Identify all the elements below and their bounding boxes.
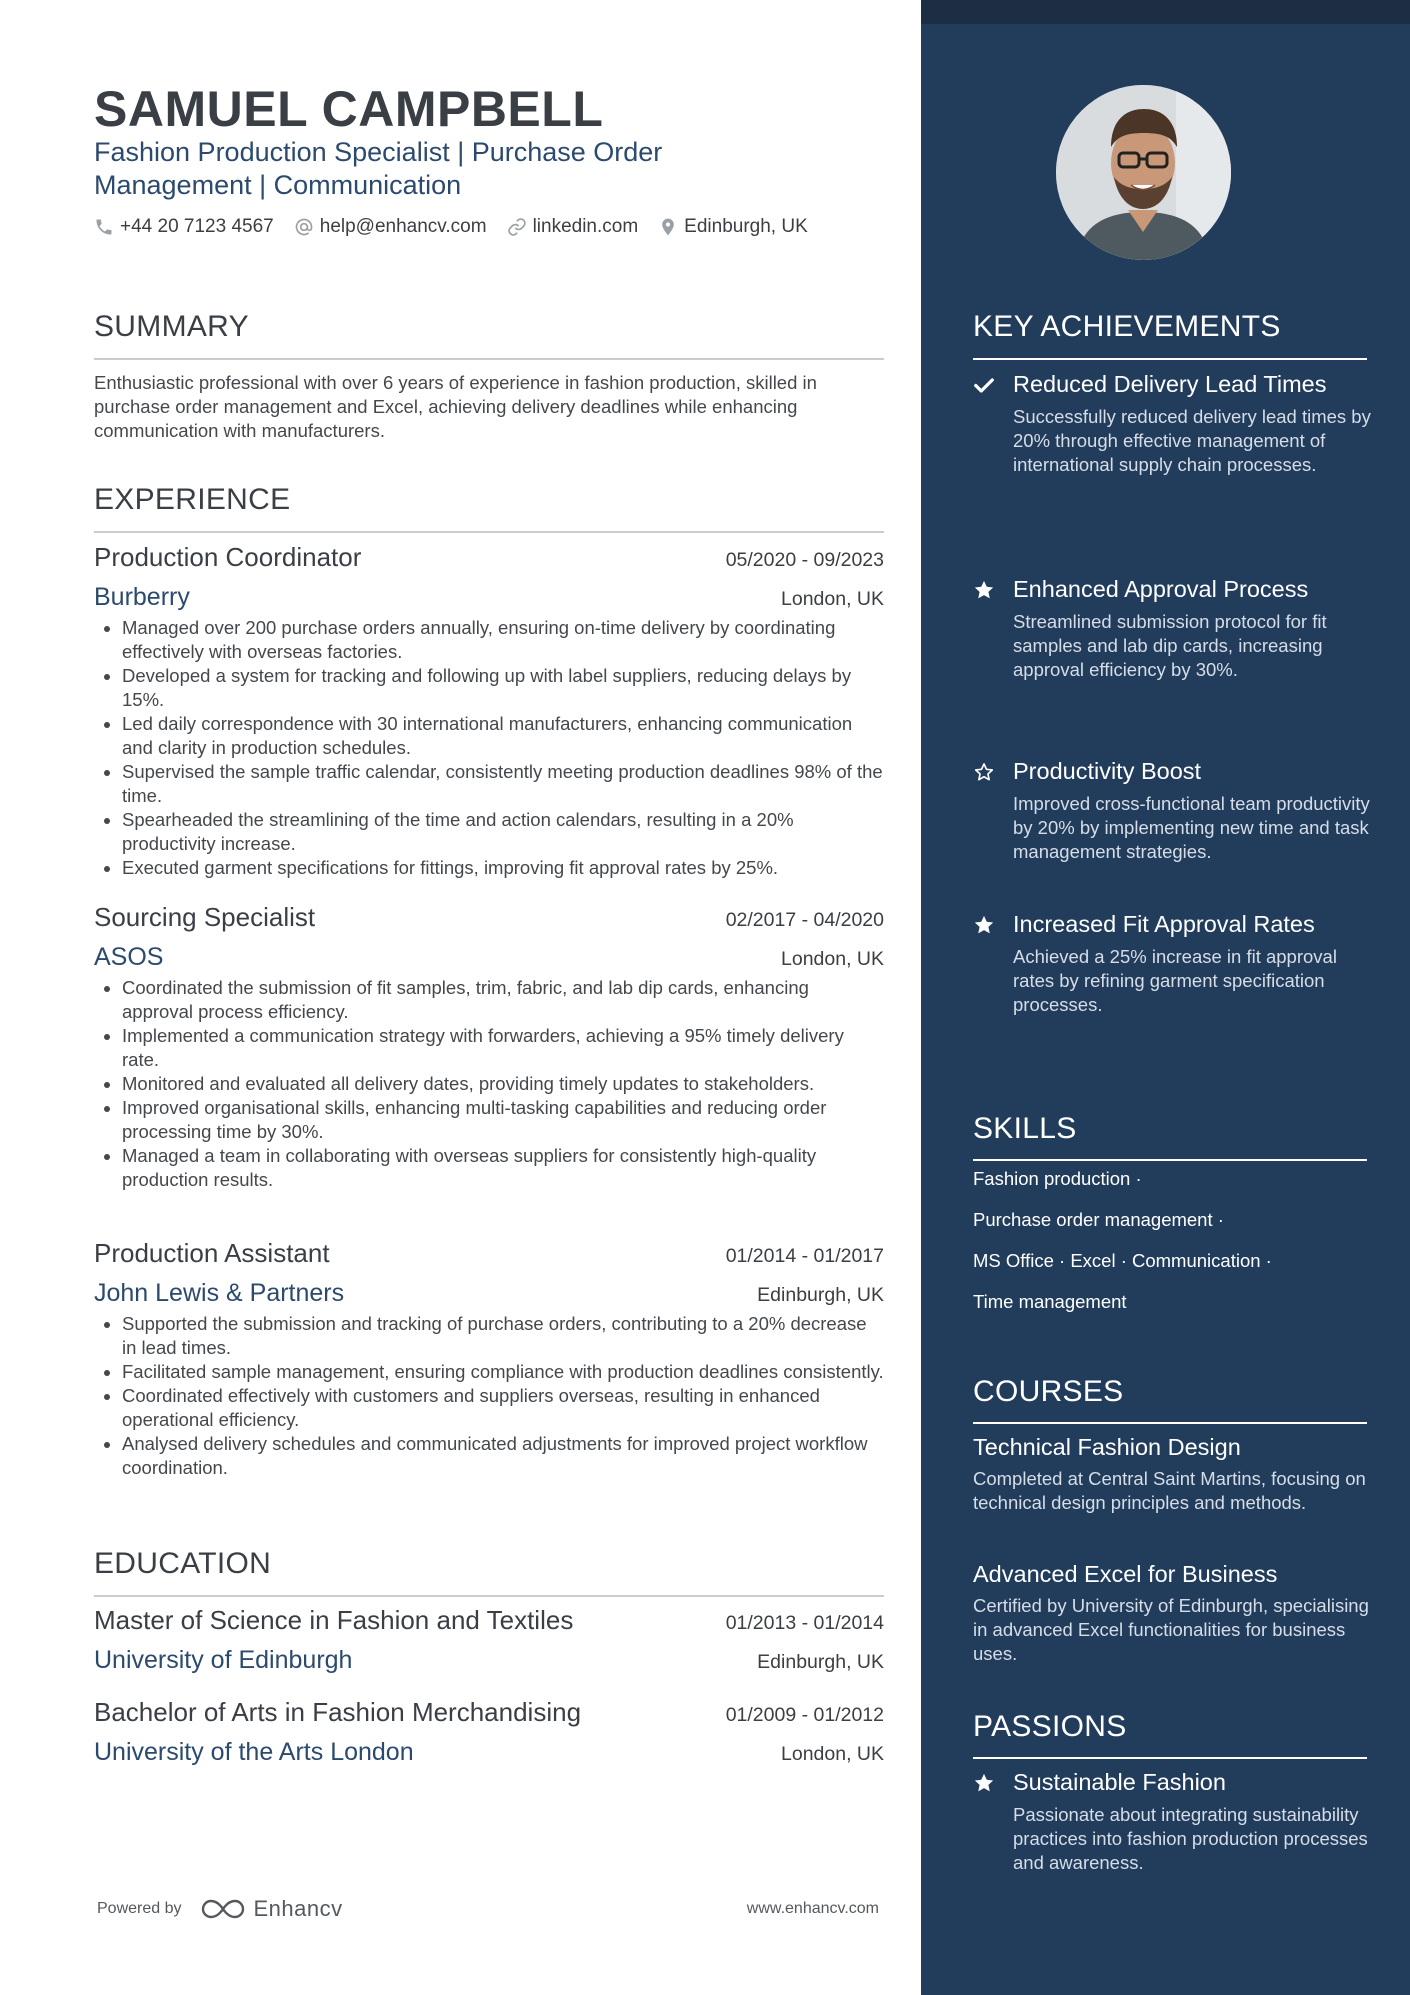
job-bullet: • Developed a system for tracking and following up with label suppliers, reducing delays by 15%.: [122, 664, 884, 712]
job-bullets: [94, 976, 884, 1192]
degree-title: Bachelor of Arts in Fashion Merchandising: [94, 1697, 582, 1727]
achievement-description: Achieved a 25% increase in fit approval rates by refining garment specification processes.: [1013, 946, 1337, 1015]
job-dates: 05/2020 - 09/2023: [725, 549, 884, 571]
skills-divider: [973, 1159, 1367, 1161]
school-name: University of the Arts London: [94, 1738, 414, 1766]
powered-by: [97, 1896, 343, 1922]
passion-title: Sustainable Fashion: [1013, 1769, 1226, 1795]
achievement-description: Successfully reduced delivery lead times by 20% through effective management of international supply chain processes.: [1013, 406, 1371, 475]
education-dates: 01/2013 - 01/2014: [725, 1612, 884, 1634]
job-location: London, UK: [781, 588, 884, 610]
achievements-heading: KEY ACHIEVEMENTS: [973, 310, 1281, 343]
education-divider: [94, 1595, 884, 1597]
profile-photo: [1056, 85, 1231, 260]
job-bullet: • Supported the submission and tracking of purchase orders, contributing to a 20% decrease in lead times.: [122, 1312, 884, 1360]
summary-heading: SUMMARY: [94, 310, 249, 343]
footer-url[interactable]: www.enhancv.com: [746, 1900, 879, 1917]
job-title: Production Assistant: [94, 1238, 330, 1268]
achievement-title: Enhanced Approval Process: [1013, 576, 1309, 602]
linkedin-text: linkedin.com: [532, 216, 639, 237]
achievement-item: [973, 757, 1373, 864]
avatar: [1056, 85, 1231, 260]
job-bullet: • Executed garment specifications for fittings, improving fit approval rates by 25%.: [122, 856, 884, 880]
course-item: [973, 1561, 1373, 1666]
job-bullets: [94, 1312, 884, 1480]
sidebar: [921, 0, 1410, 1995]
brand-name: Enhancv: [253, 1896, 343, 1921]
skill-line: Fashion production ·: [973, 1168, 1142, 1189]
sidebar-top-bar: [921, 0, 1410, 24]
company-name: Burberry: [94, 583, 190, 611]
achievement-title: Reduced Delivery Lead Times: [1013, 371, 1327, 397]
school-name: University of Edinburgh: [94, 1646, 353, 1674]
email-text: help@enhancv.com: [319, 216, 487, 237]
job-location: Edinburgh, UK: [757, 1284, 884, 1306]
achievement-description: Improved cross-functional team productivity by 20% by implementing new time and task management strategies.: [1013, 793, 1370, 862]
star-icon: [973, 1772, 995, 1794]
course-description: Completed at Central Saint Martins, focusing on technical design principles and methods.: [973, 1468, 1366, 1513]
job-dates: 01/2014 - 01/2017: [725, 1245, 884, 1267]
contact-phone[interactable]: [94, 216, 274, 238]
star-icon: [973, 579, 995, 601]
achievement-description: Streamlined submission protocol for fit samples and lab dip cards, increasing approval efficiency by 30%.: [1013, 611, 1327, 680]
job-bullet: • Improved organisational skills, enhancing multi-tasking capabilities and reducing order processing time by 30%.: [122, 1096, 884, 1144]
contact-email[interactable]: [294, 216, 487, 238]
passions-heading: PASSIONS: [973, 1710, 1127, 1743]
job-bullet: • Managed over 200 purchase orders annually, ensuring on-time delivery by coordinating effectively with overseas factories.: [122, 616, 884, 664]
star-outline-icon: [973, 761, 995, 783]
job-bullet: • Implemented a communication strategy with forwarders, achieving a 95% timely delivery rate.: [122, 1024, 884, 1072]
skill-line: Time management: [973, 1291, 1127, 1312]
skill-line: MS Office · Excel · Communication ·: [973, 1250, 1272, 1271]
job-bullet: • Analysed delivery schedules and communicated adjustments for improved project workflow coordination.: [122, 1432, 884, 1480]
course-description: Certified by University of Edinburgh, specialising in advanced Excel functionalities for business uses.: [973, 1595, 1369, 1664]
location-pin-icon: [658, 217, 678, 237]
job-bullet: • Coordinated the submission of fit samples, trim, fabric, and lab dip cards, enhancing approval process efficiency.: [122, 976, 884, 1024]
achievement-item: [973, 910, 1373, 1017]
skill-line: Purchase order management ·: [973, 1209, 1224, 1230]
job-dates: 02/2017 - 04/2020: [725, 909, 884, 931]
job-title: Sourcing Specialist: [94, 902, 316, 932]
contact-linkedin[interactable]: [507, 216, 639, 238]
courses-heading: COURSES: [973, 1375, 1124, 1408]
achievement-item: [973, 575, 1373, 682]
job-bullet: • Coordinated effectively with customers and suppliers overseas, resulting in enhanced operational efficiency.: [122, 1384, 884, 1432]
powered-by-label: Powered by: [97, 1900, 182, 1917]
education-heading: EDUCATION: [94, 1547, 272, 1580]
job-bullet: • Supervised the sample traffic calendar, consistently meeting production deadlines 98% of the time.: [122, 760, 884, 808]
passion-description: Passionate about integrating sustainability practices into fashion production processes and awareness.: [1013, 1804, 1368, 1873]
job-bullet: • Facilitated sample management, ensuring compliance with production deadlines consistently.: [122, 1360, 884, 1384]
achievement-item: [973, 370, 1373, 477]
school-location: London, UK: [781, 1743, 884, 1765]
job-bullet: • Spearheaded the streamlining of the time and action calendars, resulting in a 20% productivity increase.: [122, 808, 884, 856]
job-bullets: [94, 616, 884, 880]
courses-divider: [973, 1422, 1367, 1424]
skills-heading: SKILLS: [973, 1112, 1077, 1145]
check-icon: [973, 374, 995, 396]
job-entry: [94, 902, 884, 1192]
achievement-title: Increased Fit Approval Rates: [1013, 911, 1315, 937]
contact-bar: [94, 216, 808, 238]
skills-list: [973, 1168, 1367, 1332]
location-text: Edinburgh, UK: [684, 216, 808, 237]
job-entry: [94, 542, 884, 880]
job-title: Production Coordinator: [94, 542, 362, 572]
education-entry: [94, 1697, 884, 1767]
infinity-icon: [200, 1897, 246, 1921]
candidate-name: SAMUEL CAMPBELL: [94, 81, 604, 137]
passion-item: [973, 1768, 1373, 1875]
company-name: ASOS: [94, 943, 164, 971]
company-name: John Lewis & Partners: [94, 1279, 345, 1307]
at-icon: [294, 217, 314, 237]
job-location: London, UK: [781, 948, 884, 970]
contact-location: [658, 216, 808, 238]
job-bullet: • Managed a team in collaborating with overseas suppliers for consistently high-quality production results.: [122, 1144, 884, 1192]
job-bullet: • Monitored and evaluated all delivery dates, providing timely updates to stakeholders.: [122, 1072, 884, 1096]
star-icon: [973, 914, 995, 936]
achievement-title: Productivity Boost: [1013, 758, 1202, 784]
phone-icon: [94, 217, 114, 237]
experience-heading: EXPERIENCE: [94, 483, 291, 516]
achievements-divider: [973, 358, 1367, 360]
education-dates: 01/2009 - 01/2012: [725, 1704, 884, 1726]
footer: [97, 1896, 879, 1922]
education-entry: [94, 1605, 884, 1675]
brand-logo[interactable]: [200, 1896, 343, 1922]
phone-text: +44 20 7123 4567: [120, 216, 274, 237]
degree-title: Master of Science in Fashion and Textiles: [94, 1605, 574, 1635]
summary-text: Enthusiastic professional with over 6 years of experience in fashion production, skilled in purchase order management and Excel, achieving delivery deadlines while enhancing communication with manufacturers.: [94, 372, 817, 441]
link-icon: [507, 217, 527, 237]
course-item: [973, 1434, 1373, 1515]
experience-divider: [94, 531, 884, 533]
passions-divider: [973, 1757, 1367, 1759]
course-title: Technical Fashion Design: [973, 1434, 1241, 1460]
school-location: Edinburgh, UK: [757, 1651, 884, 1673]
course-title: Advanced Excel for Business: [973, 1561, 1278, 1587]
job-entry: [94, 1238, 884, 1480]
summary-divider: [94, 358, 884, 360]
job-bullet: • Led daily correspondence with 30 international manufacturers, enhancing communication and clarity in production schedules.: [122, 712, 884, 760]
headline: Fashion Production Specialist | Purchase Order Management | Communication: [94, 137, 663, 200]
